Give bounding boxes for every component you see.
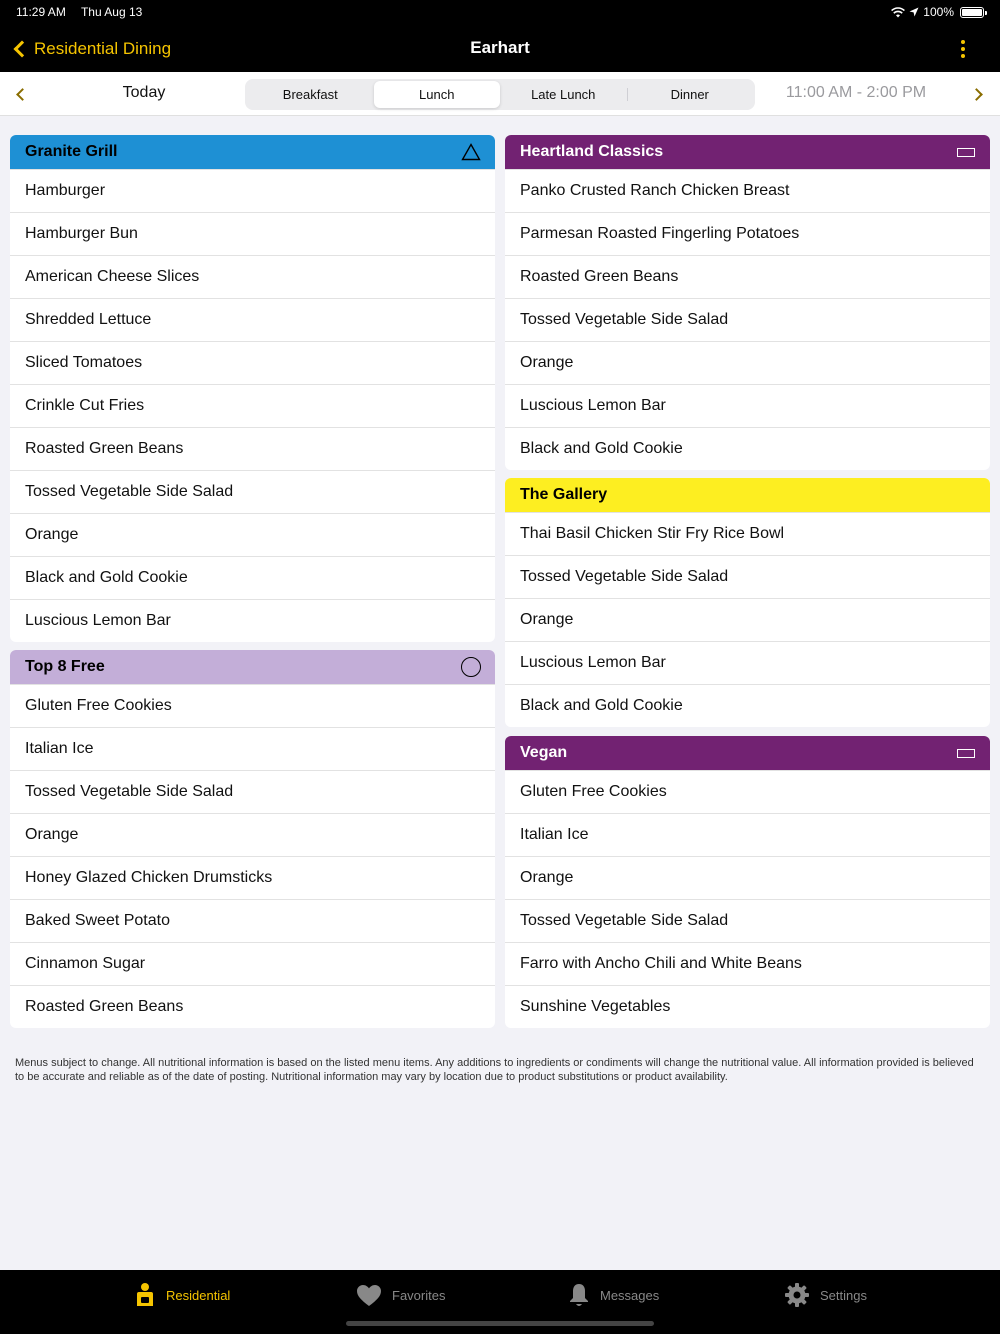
tab-label: Settings	[820, 1287, 867, 1303]
menu-item-row[interactable]: Tossed Vegetable Side Salad	[505, 555, 990, 598]
menu-item-row[interactable]: Orange	[10, 813, 495, 856]
meal-bar	[0, 72, 1000, 116]
person-food-icon	[134, 1282, 156, 1308]
station-card-vegan	[505, 736, 990, 1028]
triangle-icon	[461, 142, 481, 162]
menu-item-row[interactable]: Tossed Vegetable Side Salad	[505, 298, 990, 341]
menu-item-row[interactable]: Black and Gold Cookie	[505, 427, 990, 470]
station-title: The Gallery	[520, 486, 608, 503]
menu-item-row[interactable]: Shredded Lettuce	[10, 298, 495, 341]
status-bar	[16, 4, 984, 20]
menu-item-row[interactable]: Crinkle Cut Fries	[10, 384, 495, 427]
station-header[interactable]	[10, 650, 495, 684]
tab-messages[interactable]	[568, 1282, 659, 1308]
menu-item-row[interactable]: Black and Gold Cookie	[10, 556, 495, 599]
menu-item-row[interactable]: Italian Ice	[505, 813, 990, 856]
menu-item-row[interactable]: American Cheese Slices	[10, 255, 495, 298]
disclaimer-text: Menus subject to change. All nutritional information is based on the listed menu items. Any additions to ingredients or condiments will change the nutritional value. All information provided is believed to be accurate and reliable as of the date of posting. Nutritional information may vary by location due to product substitutions or product availability.	[15, 1057, 974, 1083]
menu-item-row[interactable]: Parmesan Roasted Fingerling Potatoes	[505, 212, 990, 255]
tab-label: Favorites	[392, 1287, 446, 1303]
menu-item-row[interactable]: Luscious Lemon Bar	[505, 384, 990, 427]
top-bar	[0, 0, 1000, 72]
menu-item-row[interactable]: Tossed Vegetable Side Salad	[505, 899, 990, 942]
menu-item-row[interactable]: Honey Glazed Chicken Drumsticks	[10, 856, 495, 899]
station-card-top-8-free	[10, 650, 495, 1028]
gear-icon	[784, 1282, 810, 1308]
station-header[interactable]	[505, 135, 990, 169]
tab-favorites[interactable]	[356, 1282, 445, 1308]
menu-item-row[interactable]: Farro with Ancho Chili and White Beans	[505, 942, 990, 985]
home-indicator	[346, 1321, 654, 1326]
menu-item-row[interactable]: Orange	[505, 341, 990, 384]
menu-item-row[interactable]: Orange	[10, 513, 495, 556]
circle-icon	[461, 657, 481, 677]
menu-item-row[interactable]: Sunshine Vegetables	[505, 985, 990, 1028]
rectangle-icon	[956, 142, 976, 162]
tab-label: Messages	[600, 1287, 660, 1303]
status-time: 11:29 AM	[16, 5, 66, 19]
station-header[interactable]	[505, 736, 990, 770]
rectangle-icon	[956, 743, 976, 763]
menu-item-row[interactable]: Sliced Tomatoes	[10, 341, 495, 384]
day-label[interactable]: Today	[122, 84, 166, 101]
menu-item-row[interactable]: Baked Sweet Potato	[10, 899, 495, 942]
meal-tab-dinner[interactable]: Dinner	[627, 81, 754, 108]
meal-tab-breakfast[interactable]: Breakfast	[282, 87, 338, 102]
menu-item-row[interactable]: Gluten Free Cookies	[10, 684, 495, 727]
previous-day-button[interactable]	[12, 84, 32, 104]
station-header[interactable]	[10, 135, 495, 169]
bell-icon	[568, 1282, 590, 1308]
station-title: Vegan	[520, 744, 568, 761]
tab-settings[interactable]	[784, 1282, 867, 1308]
menu-item-row[interactable]: Roasted Green Beans	[505, 255, 990, 298]
location-icon	[909, 7, 919, 17]
next-day-button[interactable]	[968, 84, 988, 104]
back-label: Residential Dining	[34, 39, 172, 58]
tab-label: Residential	[166, 1287, 231, 1303]
heart-icon	[356, 1284, 382, 1307]
status-date: Thu Aug 13	[80, 5, 143, 19]
page-title: Earhart	[470, 38, 530, 57]
station-card-granite-grill	[10, 135, 495, 642]
menu-item-row[interactable]: Luscious Lemon Bar	[10, 599, 495, 642]
menu-item-row[interactable]: Thai Basil Chicken Stir Fry Rice Bowl	[505, 512, 990, 555]
more-options-button[interactable]	[960, 40, 966, 58]
station-card-the-gallery	[505, 478, 990, 727]
menu-item-row[interactable]: Luscious Lemon Bar	[505, 641, 990, 684]
more-dot	[961, 47, 965, 51]
station-title: Granite Grill	[25, 143, 118, 160]
station-title: Top 8 Free	[25, 658, 105, 675]
menu-item-row[interactable]: Gluten Free Cookies	[505, 770, 990, 813]
menu-item-row[interactable]: Black and Gold Cookie	[505, 684, 990, 727]
more-dot	[961, 54, 965, 58]
meal-time-range: 11:00 AM - 2:00 PM	[785, 84, 927, 101]
menu-item-row[interactable]: Orange	[505, 598, 990, 641]
station-card-heartland-classics	[505, 135, 990, 470]
battery-percent: 100%	[923, 5, 954, 19]
station-title: Heartland Classics	[520, 143, 664, 160]
menu-item-row[interactable]: Cinnamon Sugar	[10, 942, 495, 985]
menu-item-row[interactable]: Italian Ice	[10, 727, 495, 770]
more-dot	[961, 40, 965, 44]
meal-tab-lunch[interactable]: Lunch	[374, 81, 501, 108]
meal-tab-late-lunch[interactable]: Late Lunch	[531, 87, 596, 102]
menu-item-row[interactable]: Roasted Green Beans	[10, 427, 495, 470]
menu-item-row[interactable]: Roasted Green Beans	[10, 985, 495, 1028]
station-header[interactable]	[505, 478, 990, 512]
battery-icon	[960, 7, 984, 18]
menu-item-row[interactable]: Tossed Vegetable Side Salad	[10, 470, 495, 513]
tab-residential[interactable]	[134, 1282, 230, 1308]
wifi-icon	[891, 7, 905, 18]
menu-item-row[interactable]: Tossed Vegetable Side Salad	[10, 770, 495, 813]
menu-item-row[interactable]: Hamburger	[10, 169, 495, 212]
meal-segmented-control	[245, 79, 755, 110]
menu-item-row[interactable]: Orange	[505, 856, 990, 899]
menu-item-row[interactable]: Hamburger Bun	[10, 212, 495, 255]
menu-item-row[interactable]: Panko Crusted Ranch Chicken Breast	[505, 169, 990, 212]
